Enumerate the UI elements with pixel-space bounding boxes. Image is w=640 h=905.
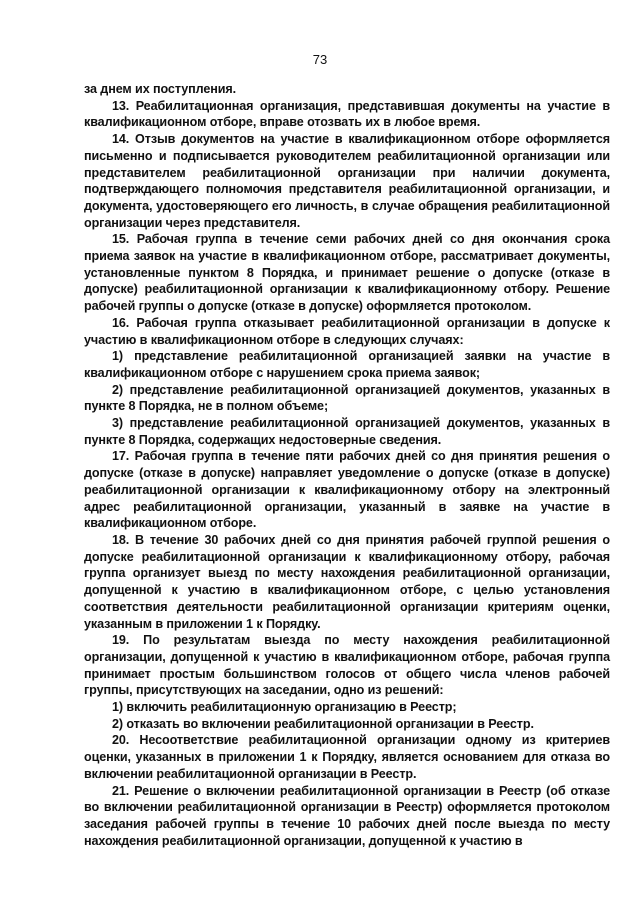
paragraph-21: 21. Решение о включении реабилитационной организации в Реестр (об отказе во включении реабилитационной организации в Реестр) оформляется протоколом заседания рабочей группы в течение 10 рабочих дней после выезда по месту нахождения реабилитационной организации, допущенной к участию в (84, 783, 610, 848)
paragraph-19-item-2: 2) отказать во включении реабилитационной организации в Реестр. (112, 716, 534, 731)
paragraph-16-item-1: 1) представление реабилитационной организацией заявки на участие в квалификационном отборе с нарушением срока приема заявок; (84, 349, 610, 380)
paragraph-17: 17. Рабочая группа в течение пяти рабочих дней со дня принятия решения о допуске (отказе в допуске) направляет уведомление о допуске (отказе в допуске) реабилитационной организации к квалификационному отбору на электронный адрес реабилитационной организации, указанный в заявке на участие в квалификационном отборе. (84, 449, 610, 531)
paragraph-19-item-1: 1) включить реабилитационную организацию в Реестр; (112, 700, 457, 715)
paragraph-18: 18. В течение 30 рабочих дней со дня принятия рабочей группой решения о допуске реабилитационной организации к квалификационному отбору, рабочая группа организует выезд по месту нахождения реабилитационной организации, допущенной к участию в квалификационном отборе, с целью установления соответствия деятельности реабилитационной организации критериям оценки, указанным в приложении 1 к Порядку. (84, 532, 610, 631)
paragraph-continuation: за днем их поступления. (84, 82, 237, 96)
page-number: 73 (312, 52, 328, 67)
document-body (84, 81, 610, 849)
paragraph-19: 19. По результатам выезда по месту нахождения реабилитационной организации, допущенной к участию в квалификационном отборе, рабочая группа принимает простым большинством голосов от общего числа членов рабочей группы, присутствующих на заседании, одно из решений: (84, 633, 610, 698)
paragraph-16-item-2: 2) представление реабилитационной организацией документов, указанных в пункте 8 Порядка, не в полном объеме; (84, 382, 610, 414)
paragraph-16-item-3: 3) представление реабилитационной организацией документов, указанных в пункте 8 Порядка, содержащих недостоверные сведения. (84, 416, 610, 447)
paragraph-14: 14. Отзыв документов на участие в квалификационном отборе оформляется письменно и подписывается руководителем реабилитационной организации или представителем реабилитационной организации при наличии документа, подтверждающего полномочия представителя реабилитационной организации, и документа, удостоверяющего его личность, в случае обращения реабилитационной организации через представителя. (84, 132, 610, 230)
paragraph-16: 16. Рабочая группа отказывает реабилитационной организации в допуске к участию в квалификационном отборе в следующих случаях: (84, 315, 610, 347)
paragraph-20: 20. Несоответствие реабилитационной организации одному из критериев оценки, указанных в приложении 1 к Порядку, является основанием для отказа во включении реабилитационной организации в Реестр. (84, 733, 610, 781)
paragraph-13: 13. Реабилитационная организация, представившая документы на участие в квалификационном отборе, вправе отозвать их в любое время. (84, 98, 610, 130)
paragraph-15: 15. Рабочая группа в течение семи рабочих дней со дня окончания срока приема заявок на участие в квалификационном отборе, рассматривает документы, установленные пунктом 8 Порядка, и принимает решение о допуске (отказе в допуске) реабилитационной организации к квалификационному отбору. Решение рабочей группы о допуске (отказе в допуске) оформляется протоколом. (84, 232, 610, 314)
